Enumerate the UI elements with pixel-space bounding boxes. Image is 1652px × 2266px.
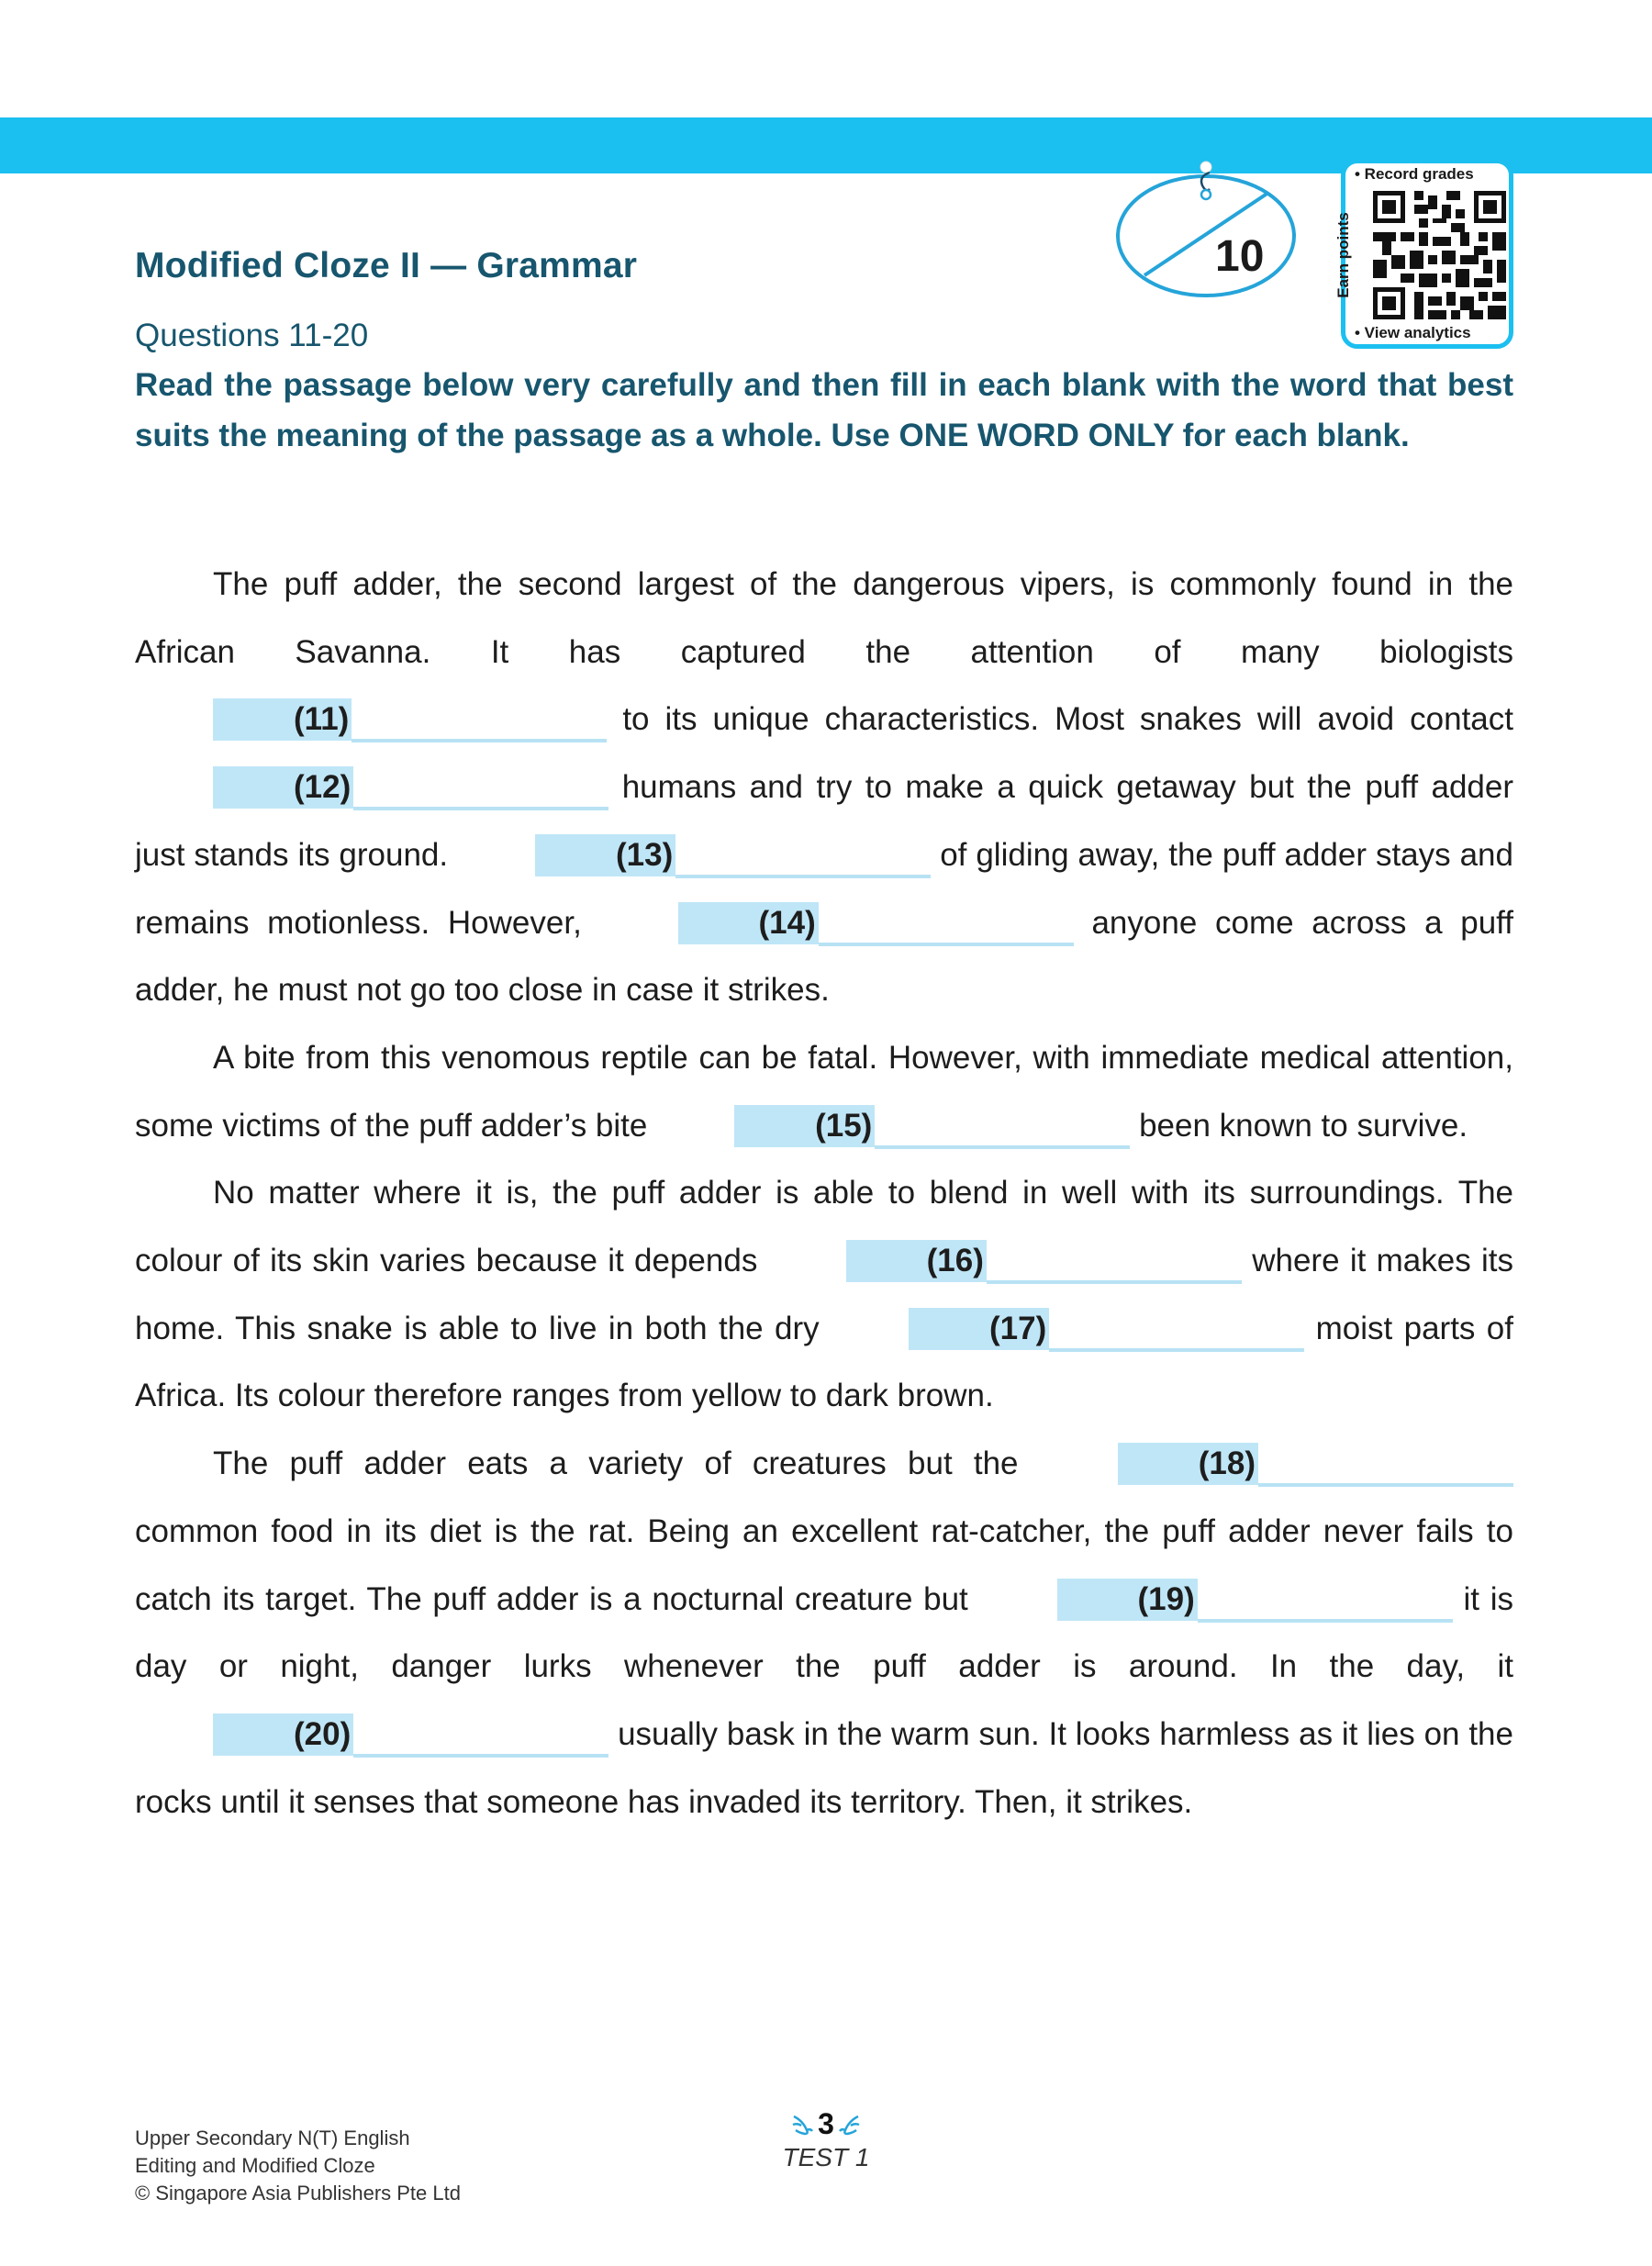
passage-text: to its unique characteristics. Most snakes will avoid contact [622,701,1513,738]
answer-field[interactable] [987,1244,1242,1284]
passage-text: The puff adder eats a variety of creatures but the [213,1446,1019,1482]
page-indicator [762,2107,890,2172]
passage-text: No matter where it is, the puff adder is able to blend in well with its surroundings. The colour of its skin varies because it depends [135,1175,1513,1279]
passage-text: of gliding away, the puff adder stays and remains motionless. However, [135,836,1513,941]
answer-field[interactable] [1198,1582,1453,1623]
footer-book-subtitle: Editing and Modified Cloze [135,2154,375,2177]
blank-15[interactable] [656,1092,1130,1160]
blank-number: (15) [734,1105,875,1147]
blank-number: (17) [909,1308,1049,1350]
answer-field[interactable] [875,1109,1130,1149]
blank-14[interactable] [600,889,1074,957]
passage-text: A bite from this venomous reptile can be fatal. However, with immediate medical attention, some victims of the puff adder’s bite [135,1039,1513,1144]
passage-text: been known to survive. [1139,1107,1468,1144]
qr-record-grades: • Record grades [1355,165,1474,183]
qr-code-box[interactable] [1334,159,1513,349]
score-badge [1114,156,1298,303]
blank-number: (18) [1118,1443,1258,1485]
blank-16[interactable] [768,1227,1242,1295]
passage-text: The puff adder, the second largest of the dangerous vipers, is commonly found in the African Savanna. It has captured the attention of many biologists [135,566,1513,670]
score-tag-icon [1114,156,1298,303]
answer-field[interactable] [675,838,931,878]
blank-number: (12) [213,766,353,809]
paragraph-2 [135,1024,1513,1159]
qr-earn-points: Earn points [1334,212,1352,298]
blank-number: (13) [535,834,675,876]
paragraph-1 [135,551,1513,1024]
qr-view-analytics: • View analytics [1355,324,1471,341]
blank-number: (20) [213,1713,353,1756]
passage-text: it is day or night, danger lurks whenever the puff adder is around. In the day, it [135,1580,1514,1685]
blank-11[interactable] [135,686,607,753]
paragraph-4 [135,1430,1513,1836]
passage-text: usually bask in the warm sun. It looks harmless as it lies on the rocks until it senses that someone has invaded its territory. Then, it strikes. [135,1715,1513,1820]
passage-text: humans and try to make a quick getaway but the puff adder just stands its ground. [135,769,1514,873]
footer-book-title: Upper Secondary N(T) English [135,2126,410,2149]
answer-field[interactable] [352,702,607,742]
qr-code-icon [1373,191,1506,319]
answer-field[interactable] [819,906,1074,946]
paragraph-3 [135,1159,1513,1430]
knot-right-icon [838,2114,862,2136]
footer-copyright: © Singapore Asia Publishers Pte Ltd [135,2182,461,2205]
passage-text: common food in its diet is the rat. Being an excellent rat-catcher, the puff adder never fails to catch its target. The puff adder is a nocturnal creature but [135,1513,1513,1617]
blank-17[interactable] [831,1295,1304,1363]
instructions: Read the passage below very carefully and then fill in each blank with the word that best suits the meaning of the passage as a whole. Use ONE WORD ONLY for each blank. [135,367,1513,453]
answer-field[interactable] [1258,1446,1513,1487]
blank-number: (16) [846,1240,987,1282]
blank-18[interactable] [1040,1430,1513,1498]
answer-field[interactable] [1049,1312,1304,1352]
passage-text: moist parts of Africa. Its colour therefore ranges from yellow to dark brown. [135,1310,1513,1414]
knot-left-icon [790,2114,814,2136]
blank-number: (14) [678,902,819,944]
page-number: 3 [818,2107,834,2140]
test-label: TEST 1 [782,2143,870,2171]
blank-number: (11) [213,698,352,741]
answer-field[interactable] [353,770,608,810]
blank-13[interactable] [457,821,931,889]
blank-19[interactable] [979,1566,1453,1634]
score-total: 10 [1215,232,1265,281]
section-title: Modified Cloze II — Grammar [135,246,638,285]
cloze-passage [135,551,1513,1836]
passage-text: anyone come across a puff adder, he must not go too close in case it strikes. [135,904,1513,1009]
blank-number: (19) [1057,1579,1198,1621]
footer-publisher-info [135,2125,461,2207]
score-obtained-field[interactable] [1151,184,1224,229]
answer-field[interactable] [353,1717,608,1758]
questions-range: Questions 11-20 [135,318,369,353]
passage-text: where it makes its home. This snake is able to live in both the dry [135,1243,1514,1346]
blank-20[interactable] [135,1701,608,1769]
blank-12[interactable] [135,753,608,821]
